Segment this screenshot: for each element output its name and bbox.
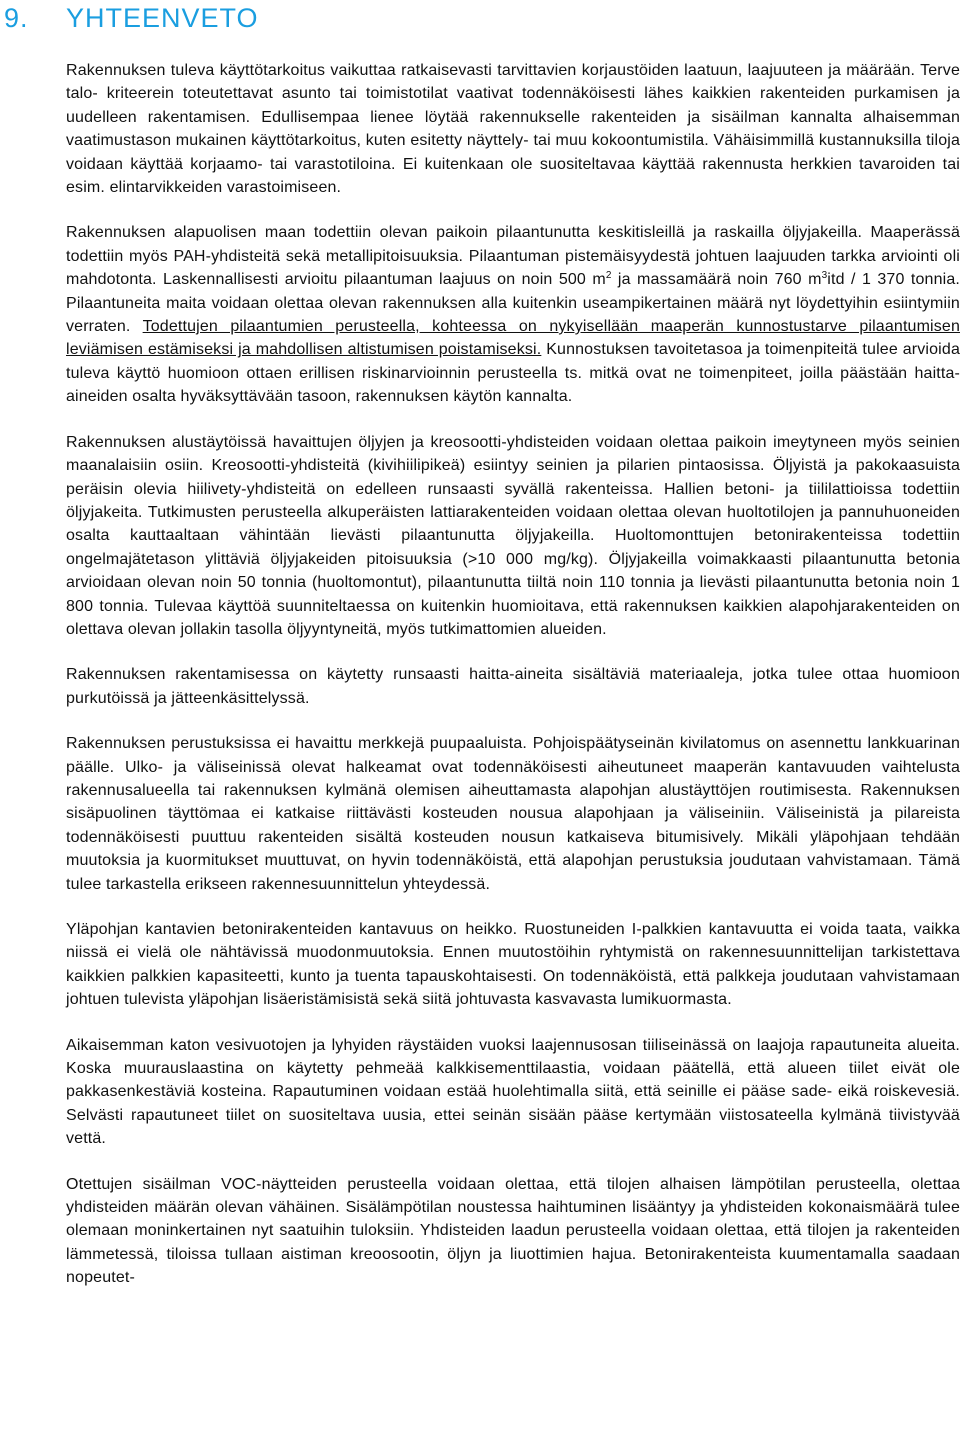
paragraph-soil-contamination: Rakennuksen alapuolisen maan todettiin olevan paikoin pilaantunutta keskitisleillä ja raskailla öljyjakeilla. Maaperässä todettiin myös PAH-yhdisteitä sekä metallipitoisuuksia. Pilaantuman pistemäisyydestä johtuen laajuuden tarkka arviointi oli mahdotonta. Laskennallisesti arvioitu pilaantuman laajuus on noin 500 $m^2$ ja massamäärä noin 760 $m^3itd / 1$ 370 tonnia. Pilaantuneita maita voidaan olettaa olevan rakennuksen alla kuitenkin useampikertainen määrä nyt löydettyihin esiintymiin verraten. Todettujen pilaantumien perusteella, kohteessa on nykyisellään maaperän kunnostustarve pilaantumisen leviämisen estämiseksi ja mahdollisen altistumisen poistamiseksi. Kunnostuksen tavoitetasoa ja toimenpiteitä tulee arvioida tuleva käyttö huomioon ottaen erillisen riskinarvioinnin perusteella ts. mitkä ovat ne toimenpiteet, joilla päästään haitta-aineiden osalta hyväksyttävään tasoon, rakennuksen käytön kannalta. xyxy=(66,224,960,406)
paragraph-roof-structures: Yläpohjan kantavien betonirakenteiden kantavuus on heikko. Ruostuneiden I-palkkien kantavuutta ei voida taata, vaikka niissä ei vielä ole nähtävissä muodonmuutoksia. Ennen muutostöihin ryhtymistä on rakennesuunnittelijan tarkistettava kaikkien palkkien kapasiteetti, kunto ja tuenta tapauskohtaisesti. On todennäköistä, että palkkeja joudutaan vahvistamaan johtuen tulevista yläpohjan lisäeristämisistä sekä siitä johtuvasta kasvavasta lumikuormasta. xyxy=(66,921,960,1009)
paragraph-voc-samples: Otettujen sisäilman VOC-näytteiden perusteella voidaan olettaa, että tilojen alhaisen lämpötilan perusteella, olettaa yhdisteiden määrän olevan vähäinen. Sisälämpötilan noustessa haihtuminen lisääntyy ja yhdisteiden kokonaismäärä tulee olemaan moninkertainen nyt saatuihin tuloksiin. Yhdisteiden laadun perusteella voidaan olettaa, että tilojen ja rakenteiden lämmetessä, tiloissa tullaan aistiman kreoosootin, öljyn ja liuottimien hajua. Betonirakenteista kuumentamalla saadaan nopeutet- xyxy=(66,1175,960,1287)
paragraph-foundations: Rakennuksen perustuksissa ei havaittu merkkejä puupaaluista. Pohjoispäätyseinän kivilatomus on asennettu lankkuarinan päälle. Ulko- ja väliseinissä olevat halkeamat ovat todennäköisesti aiheutuneet maaperän kantavuuden vaihtelusta rakennusalueella tai rakennuksen kylmänä olemisen aiheuttamasta alapohjan alustäyttöjen routimisesta. Rakennuksen sisäpuolinen täyttömaa ei katkaise riittävästi kosteuden nousua alapohjaan ja väliseiniin. Väliseinistä ja pilareista todennäköisesti puuttuu rakenteiden sisältä kosteuden nousun katkaiseva bitumisively. Mikäli yläpohjaan tehdään muutoksia ja kuormitukset muuttuvat, on hyvin todennäköistä, että alapohjan perustuksia joudutaan vahvistamaan. Tämä tulee tarkastella erikseen rakennesuunnittelun yhteydessä. xyxy=(66,735,960,893)
underlined-conclusion: Todettujen pilaantumien perusteella, kohteessa on nykyisellään maaperän kunnostustarve pilaantumisen leviämisen estämiseksi ja mahdollisen altistumisen poistamiseksi. xyxy=(66,318,960,359)
paragraph-usage: Rakennuksen tuleva käyttötarkoitus vaikuttaa ratkaisevasti tarvittavien korjaustöiden laatuun, laajuuteen ja määrään. Terve talo- kriteerein toteutettavat asunto tai toimistotilat vaativat todennäköisesti lähes kaikkien rakenteiden purkamisen ja uudelleen rakentamisen. Edullisempaa lienee löytää rakennukselle rakenteiden ja sisäilman kannalta alhaisemman vaatimustason mukainen käyttötarkoitus, kuten esitetty näyttely- tai muu kokoontumistila. Vähäisimmillä kustannuksilla tiloja voidaan käyttää korjaamo- tai varastotiloina. Ei kuitenkaan ole suositeltavaa käyttää rakennusta herkkien tavaroiden tai esim. elintarvikkeiden varastoimiseen. xyxy=(66,62,960,197)
document-body xyxy=(66,59,960,1312)
paragraph-hazardous-materials: Rakennuksen rakentamisessa on käytetty runsaasti haitta-aineita sisältäviä materiaaleja, jotka tulee ottaa huomioon purkutöissä ja jätteenkäsittelyssä. xyxy=(66,666,960,707)
paragraph-brick-walls: Aikaisemman katon vesivuotojen ja lyhyiden räystäiden vuoksi laajennusosan tiiliseinässä on laajoja rapautuneita alueita. Koska muurauslaastina on käytetty pehmeää kalkkisementtilaastia, voidaan päätellä, että alueen tiilet eivät ole pakkasenkestäviä kosteina. Rapautuminen voidaan estää huolehtimalla siitä, että seinille ei pääse sade- eikä roiskevesiä. Selvästi rapautuneet tiilet on suositeltava uusia, ettei seinän sisään pääse kertymään viistosateella kylmänä tiivistyvää vettä. xyxy=(66,1036,960,1148)
section-heading xyxy=(0,0,259,36)
section-number: 9. xyxy=(4,3,29,33)
section-title: YHTEENVETO xyxy=(66,3,259,33)
paragraph-oil-creosote: Rakennuksen alustäytöissä havaittujen öljyjen ja kreosootti-yhdisteiden voidaan olettaa paikoin imeytyneen myös seinien maanalaisiin osiin. Kreosootti-yhdisteitä (kivihiilipikeä) esiintyy seinien ja pilarien pintaosissa. Öljyistä ja pakokaasuista peräisin olevia hiilivety-yhdisteitä on edelleen runsaasti syvällä rakenteissa. Hallien betoni- ja tiililattioissa todettiin öljyjakeita. Tutkimusten perusteella alkuperäisten lattiarakenteiden voidaan olettaa olevan huoltotilojen ja pannuhuoneiden osalta kauttaaltaan vähintään lievästi pilaantunutta öljyjakeilla. Huoltomonttujen betonirakenteissa todettiin ongelmajätetason ylittäviä öljyjakeiden pitoisuuksia (>10 000 mg/kg). Öljyjakeilla voimakkaasti pilaantunutta betonia arvioidaan olevan noin 50 tonnia (huoltomontut), pilaantunutta tiiltä noin 110 tonnia ja lievästi pilaantunutta betonia noin 1 800 tonnia. Tulevaa käyttöä suunniteltaessa on kuitenkin huomioitava, että rakennuksen kaikkien alapohjarakenteiden on olettava olevan jollakin tasolla öljyyntyneitä, myös tutkimattomien alueiden. xyxy=(66,433,960,638)
